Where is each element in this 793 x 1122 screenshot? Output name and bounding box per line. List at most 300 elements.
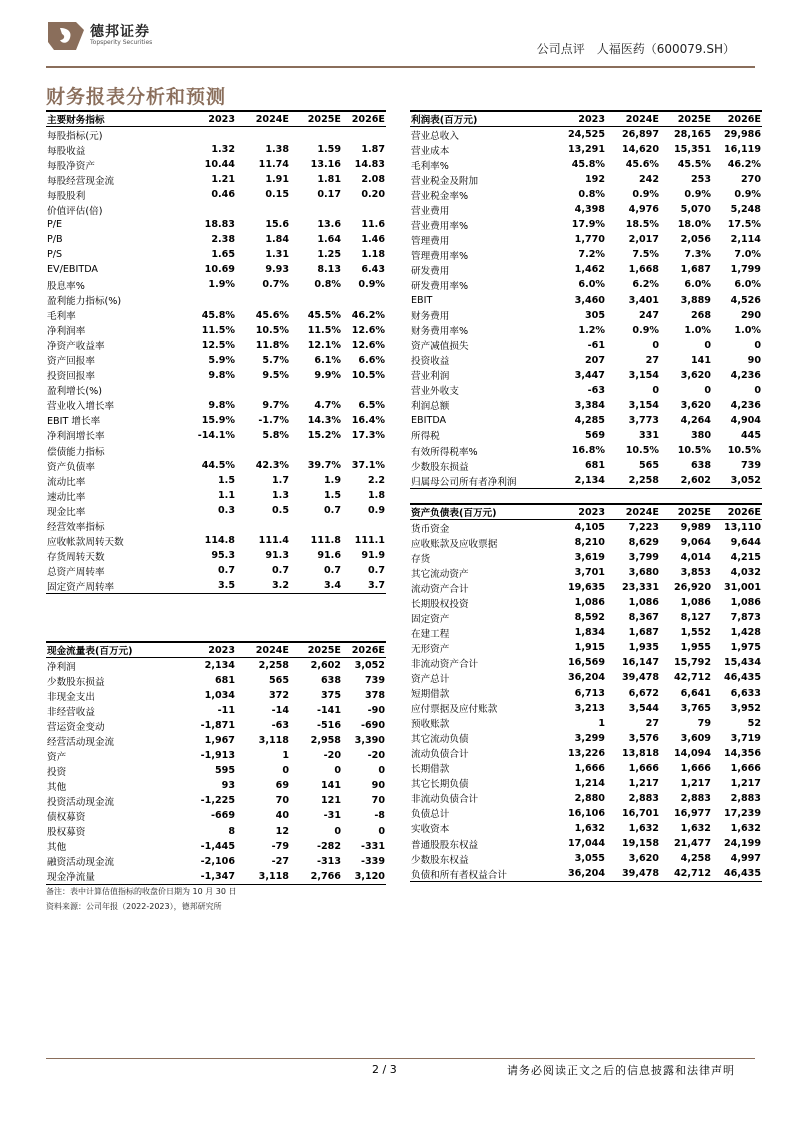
cell-value: 0.17 [317, 189, 341, 201]
table-row [46, 262, 386, 277]
row-label: EBIT [411, 294, 433, 306]
cell-value [290, 127, 342, 143]
row-label: P/E [47, 219, 63, 231]
table-row [46, 488, 386, 503]
cell-value: -90 [367, 705, 385, 717]
cell-value: 70 [371, 795, 385, 807]
row-label: 现金比率 [47, 506, 86, 518]
table-row [410, 670, 762, 685]
cell-value: 21,477 [673, 838, 711, 849]
table-row [46, 748, 386, 763]
cell-value: 114.8 [204, 535, 235, 547]
cell-value: 19,635 [567, 582, 605, 594]
cell-value: 9,989 [680, 522, 711, 534]
cell-value: 638 [690, 460, 711, 472]
cell-value: 2,056 [680, 234, 711, 246]
header-info [537, 40, 735, 57]
cell-value [182, 518, 236, 533]
cell-value: 1.21 [211, 174, 235, 186]
cell-value: -14.1% [197, 429, 235, 441]
footer-divider [46, 1058, 755, 1059]
cell-value: 1.1 [218, 490, 235, 502]
cell-value [182, 443, 236, 458]
cell-value: -1,871 [200, 720, 235, 732]
cell-value: 42,712 [673, 672, 711, 684]
row-label: 少数股东损益 [411, 461, 469, 473]
table-row [410, 247, 762, 262]
cell-value: 1.81 [317, 174, 341, 186]
cell-value: 4,014 [680, 552, 711, 564]
cell-value: 3,609 [680, 732, 711, 744]
cell-value: 3,447 [574, 369, 605, 381]
cell-value: 13.16 [310, 159, 341, 171]
cell-value: 111.4 [258, 535, 289, 547]
column-header: 2026E [342, 642, 386, 658]
cell-value [236, 443, 290, 458]
row-label: 营业利润 [411, 371, 450, 383]
column-header: 2026E [342, 111, 386, 127]
cell-value: 1,666 [574, 762, 605, 774]
cell-value: 378 [364, 690, 385, 702]
row-label: 长期股权投资 [411, 598, 469, 610]
cell-value: 12.6% [351, 324, 385, 336]
cell-value: 4,215 [730, 552, 761, 564]
cell-value: 1.31 [265, 249, 289, 261]
table-row [410, 127, 762, 143]
cell-value: 6,713 [574, 687, 605, 699]
table-row [46, 428, 386, 443]
row-label: EV/EBITDA [47, 264, 98, 276]
table-row [46, 854, 386, 869]
cell-value: 2,883 [680, 792, 711, 804]
row-label: 有效所得税率% [411, 446, 478, 458]
cell-value: 3,620 [680, 399, 711, 411]
cell-value: 0 [754, 339, 761, 351]
cell-value: 12.1% [307, 339, 341, 351]
table-row [46, 778, 386, 793]
cell-value: 207 [584, 354, 605, 366]
cell-value: 1,086 [574, 597, 605, 609]
cell-value: 0 [704, 384, 711, 396]
cell-value: 4,105 [574, 522, 605, 534]
table-row [46, 763, 386, 778]
table-row [46, 172, 386, 187]
cell-value: 46,435 [723, 672, 761, 684]
cell-value: 42,712 [660, 866, 712, 882]
cell-value: 19,158 [621, 838, 659, 849]
table-row [410, 142, 762, 157]
cell-value: 45.5% [307, 309, 341, 321]
cell-value: 16.4% [351, 414, 385, 426]
cell-value: 1.59 [317, 144, 341, 156]
table-row [46, 718, 386, 733]
row-label: 净利润 [47, 661, 76, 673]
table-row [46, 688, 386, 703]
cell-value: 3,052 [354, 660, 385, 672]
column-header: 2024E [606, 504, 660, 520]
cell-value: 1,632 [574, 822, 605, 834]
cell-value: 4,258 [680, 853, 711, 865]
row-label: 投资收益 [411, 356, 450, 368]
cell-value: 13,226 [567, 747, 605, 759]
cell-value: 3,384 [574, 399, 605, 411]
table-row [46, 157, 386, 172]
cell-value [342, 518, 386, 533]
cell-value: 3,952 [730, 702, 761, 714]
row-label: 投资 [47, 766, 67, 778]
cell-value: 1.91 [265, 174, 289, 186]
row-label: 流动资产合计 [411, 583, 469, 595]
cell-value: 27 [645, 717, 659, 729]
row-label: 速动比率 [47, 491, 86, 503]
cell-value: 253 [690, 174, 711, 186]
cell-value: 2,602 [660, 473, 712, 489]
column-header: 2024E [236, 111, 290, 127]
cell-value: 1.18 [361, 249, 385, 261]
row-label: 营业费用率% [411, 220, 469, 232]
cell-value: 17.5% [727, 219, 761, 231]
table-row [410, 338, 762, 353]
table-row [46, 793, 386, 808]
cell-value: -79 [271, 840, 289, 852]
row-label: 资产负债率 [47, 461, 95, 473]
cell-value: 0 [652, 384, 659, 396]
row-label: 在建工程 [411, 628, 450, 640]
cell-value: 2,883 [628, 792, 659, 804]
cell-value: 638 [320, 675, 341, 687]
cell-value: 8,210 [574, 537, 605, 549]
row-label: 每股净资产 [47, 160, 95, 172]
cell-value: 1,632 [730, 822, 761, 834]
cell-value: 26,897 [621, 129, 659, 141]
cell-value [182, 127, 236, 143]
table-row [46, 473, 386, 488]
column-header: 2023 [182, 111, 236, 127]
cell-value: 70 [275, 795, 289, 807]
table-row [410, 323, 762, 338]
row-label: 应收账款及应收票据 [411, 538, 498, 550]
cell-value: 4,976 [628, 204, 659, 216]
row-label: 价值评估(倍) [47, 205, 103, 217]
cell-value: 3,719 [730, 732, 761, 744]
cell-value: 5.7% [262, 354, 289, 366]
cell-value: 111.1 [354, 535, 385, 547]
row-label: 每股收益 [47, 145, 86, 157]
cell-value: 8,629 [628, 537, 659, 549]
table-row [410, 443, 762, 458]
company-logo-icon [46, 20, 86, 52]
cell-value: 2,258 [606, 473, 660, 489]
cell-value: 1,086 [680, 597, 711, 609]
cell-value: 91.3 [265, 550, 289, 562]
row-label: 少数股东损益 [47, 676, 105, 688]
row-label: 每股经营现金流 [47, 175, 115, 187]
cell-value: 1.9% [208, 279, 235, 291]
table-row [410, 746, 762, 761]
row-label: 营业外收支 [411, 386, 459, 398]
table-row [410, 625, 762, 640]
cell-value: 3,118 [236, 869, 290, 885]
cell-value: 7.2% [578, 249, 605, 261]
cell-value: 46.2% [727, 159, 761, 171]
table-row [46, 383, 386, 398]
cell-value: 46.2% [351, 309, 385, 321]
cell-value: 10.5% [351, 369, 385, 381]
cell-value: 24,525 [567, 129, 605, 141]
row-label: 长期借款 [411, 764, 450, 776]
cell-value: 1.38 [265, 144, 289, 156]
cell-value: 2.2 [368, 475, 385, 487]
cell-value: 42.3% [255, 460, 289, 472]
cell-value: 3,701 [574, 567, 605, 579]
row-label: 负债总计 [411, 809, 450, 821]
cell-value: 6.5% [358, 399, 385, 411]
row-label: 其它流动负债 [411, 734, 469, 746]
cell-value: 1.46 [361, 234, 385, 246]
cell-value: 0 [652, 339, 659, 351]
cell-value: 1,217 [680, 777, 711, 789]
row-label: 资产减值损失 [411, 341, 469, 353]
cell-value: 739 [364, 675, 385, 687]
cell-value: 15,351 [673, 144, 711, 156]
table-row [410, 293, 762, 308]
cell-value: 7,223 [628, 522, 659, 534]
table-row [410, 836, 762, 851]
table-row [46, 353, 386, 368]
row-label: 营业税金率% [411, 190, 469, 202]
cell-value: 1.25 [317, 249, 341, 261]
cell-value [182, 202, 236, 217]
cell-value: 3.4 [290, 578, 342, 594]
cell-value: 9.8% [208, 369, 235, 381]
cell-value: 10.5% [625, 445, 659, 456]
row-label: 其他 [47, 781, 67, 793]
cell-value: 3,154 [628, 369, 659, 381]
table-row [410, 595, 762, 610]
row-label: 经营活动现金流 [47, 736, 115, 748]
cell-value: 1.9 [324, 475, 341, 487]
cell-value: 45.6% [625, 159, 659, 171]
cell-value: 3,120 [342, 869, 386, 885]
table-row [410, 308, 762, 323]
row-label: 其他 [47, 842, 67, 854]
cell-value: 15,434 [723, 657, 761, 669]
table-row [46, 839, 386, 854]
cell-value: 3,576 [628, 732, 659, 744]
cash-flow-table [46, 641, 386, 885]
cell-value: 3,680 [628, 567, 659, 579]
row-label: 流动比率 [47, 476, 86, 488]
cell-value: 1.3 [272, 490, 289, 502]
cell-value: 331 [638, 429, 659, 441]
cell-value [342, 383, 386, 398]
cell-value: 0.8% [314, 279, 341, 291]
cell-value: 11.8% [255, 339, 289, 351]
table-row [410, 610, 762, 625]
row-label: EBITDA [411, 414, 447, 426]
row-label: 应收帐款周转天数 [47, 536, 124, 548]
table-row [410, 187, 762, 202]
cell-value: 1.32 [211, 144, 235, 156]
table-row [410, 232, 762, 247]
cell-value: -14 [271, 705, 289, 717]
row-label: 每股股利 [47, 190, 86, 202]
table-row [46, 808, 386, 823]
note-valuation-date: 备注：表中计算估值指标的收盘价日期为 10 月 30 日 [46, 887, 237, 896]
cell-value: 40 [275, 810, 289, 822]
cell-value: 1,086 [628, 597, 659, 609]
table-row [410, 866, 762, 882]
cell-value: 10.44 [204, 159, 235, 171]
cell-value: -31 [323, 810, 341, 822]
table-row [410, 761, 762, 776]
cell-value: 305 [584, 309, 605, 321]
cell-value [342, 293, 386, 308]
cell-value [236, 127, 290, 143]
row-label: 所得税 [411, 431, 440, 443]
table-row [410, 550, 762, 565]
table-row [46, 503, 386, 518]
table-row [410, 157, 762, 172]
cell-value: 8.13 [317, 264, 341, 276]
table-row [46, 673, 386, 688]
cell-value [236, 518, 290, 533]
cell-value: 6.6% [358, 354, 385, 366]
cell-value: 2,258 [258, 660, 289, 672]
table-row [46, 443, 386, 458]
table-row [46, 563, 386, 578]
cell-value: 10.69 [204, 264, 235, 276]
cell-value: 0 [334, 825, 341, 837]
cell-value: 1,770 [574, 234, 605, 246]
cell-value: 39,478 [621, 672, 659, 684]
cell-value: 2,114 [730, 234, 761, 246]
cell-value: 9.8% [208, 399, 235, 411]
column-header: 2026E [712, 504, 762, 520]
cell-value: 192 [584, 174, 605, 186]
cell-value: -141 [316, 705, 341, 717]
cell-value: 1,666 [730, 762, 761, 774]
cell-value: 290 [740, 309, 761, 321]
row-label: 其它流动资产 [411, 568, 469, 580]
cell-value: -1,913 [200, 750, 235, 762]
cell-value: 6.2% [632, 279, 659, 291]
table-title: 利润表(百万元) [410, 111, 550, 127]
cell-value: 2,880 [574, 792, 605, 804]
cell-value: 4,285 [574, 414, 605, 426]
row-label: 股息率% [47, 280, 85, 292]
cell-value: 16,569 [567, 657, 605, 669]
cell-value: 681 [584, 460, 605, 472]
cell-value: -20 [367, 750, 385, 762]
table-title: 资产负债表(百万元) [410, 504, 550, 520]
table-row [46, 518, 386, 533]
cell-value [290, 293, 342, 308]
table-row [46, 308, 386, 323]
cell-value: 3,765 [680, 702, 711, 714]
table-row [46, 217, 386, 232]
cell-value: 1,462 [574, 264, 605, 276]
table-row [46, 658, 386, 674]
cell-value: 1,632 [680, 822, 711, 834]
cell-value: 9,064 [680, 537, 711, 549]
cell-value: 1,552 [680, 627, 711, 639]
cell-value: 37.1% [351, 460, 385, 472]
cell-value: 12.5% [201, 339, 235, 351]
row-label: P/S [47, 249, 63, 261]
cell-value: 1,034 [204, 690, 235, 702]
cell-value: 90 [747, 354, 761, 366]
cell-value: 15.9% [201, 414, 235, 426]
row-label: 非现金支出 [47, 691, 95, 703]
table-row [410, 701, 762, 716]
cell-value: 1.0% [734, 324, 761, 336]
cell-value: 7.3% [684, 249, 711, 261]
table-title: 现金流量表(百万元) [46, 642, 182, 658]
table-row [410, 473, 762, 489]
cell-value: -1,347 [182, 869, 236, 885]
cell-value: 17,044 [567, 838, 605, 849]
cell-value: 0.7 [272, 565, 289, 577]
table-row [46, 232, 386, 247]
cell-value: 13.6 [317, 219, 341, 231]
cell-value: 380 [690, 429, 711, 441]
cell-value: 1,915 [574, 642, 605, 654]
row-label: 归属母公司所有者净利润 [410, 473, 550, 489]
company-name: 德邦证券 [90, 24, 150, 40]
column-header: 2025E [290, 642, 342, 658]
table-row [410, 716, 762, 731]
cell-value: 0.3 [218, 505, 235, 517]
cell-value: 1,935 [628, 642, 659, 654]
cell-value: 1,834 [574, 627, 605, 639]
table-row [410, 535, 762, 550]
cell-value: 0.46 [211, 189, 235, 201]
row-label: 投资活动现金流 [47, 796, 115, 808]
table-row [410, 655, 762, 670]
table-row [410, 398, 762, 413]
cell-value: 0.7 [368, 565, 385, 577]
cell-value: 1.0% [684, 324, 711, 336]
header-divider [46, 66, 755, 68]
cell-value [236, 202, 290, 217]
cell-value: 16,106 [567, 807, 605, 819]
row-label: 存货周转天数 [47, 551, 105, 563]
row-label: 营业成本 [411, 145, 450, 157]
cell-value: 29,986 [723, 129, 761, 141]
cell-value: -63 [587, 384, 605, 396]
cell-value: 14,094 [673, 747, 711, 759]
cell-value: 1,428 [730, 627, 761, 639]
cell-value: 1,086 [730, 597, 761, 609]
cell-value: 1.64 [317, 234, 341, 246]
cell-value: 0.7 [324, 565, 341, 577]
row-label: 资产回报率 [47, 356, 95, 368]
table-row [410, 172, 762, 187]
cell-value: 0.9% [632, 324, 659, 336]
cell-value: -61 [587, 339, 605, 351]
table-header-row [410, 111, 762, 127]
cell-value: 23,331 [621, 582, 659, 594]
cell-value: 3,799 [628, 552, 659, 564]
cell-value: 270 [740, 174, 761, 186]
table-row [46, 368, 386, 383]
table-row [410, 413, 762, 428]
cell-value: 13,110 [723, 522, 761, 534]
table-row [46, 277, 386, 292]
cell-value: 16,701 [621, 807, 659, 819]
cell-value: 6,641 [680, 687, 711, 699]
